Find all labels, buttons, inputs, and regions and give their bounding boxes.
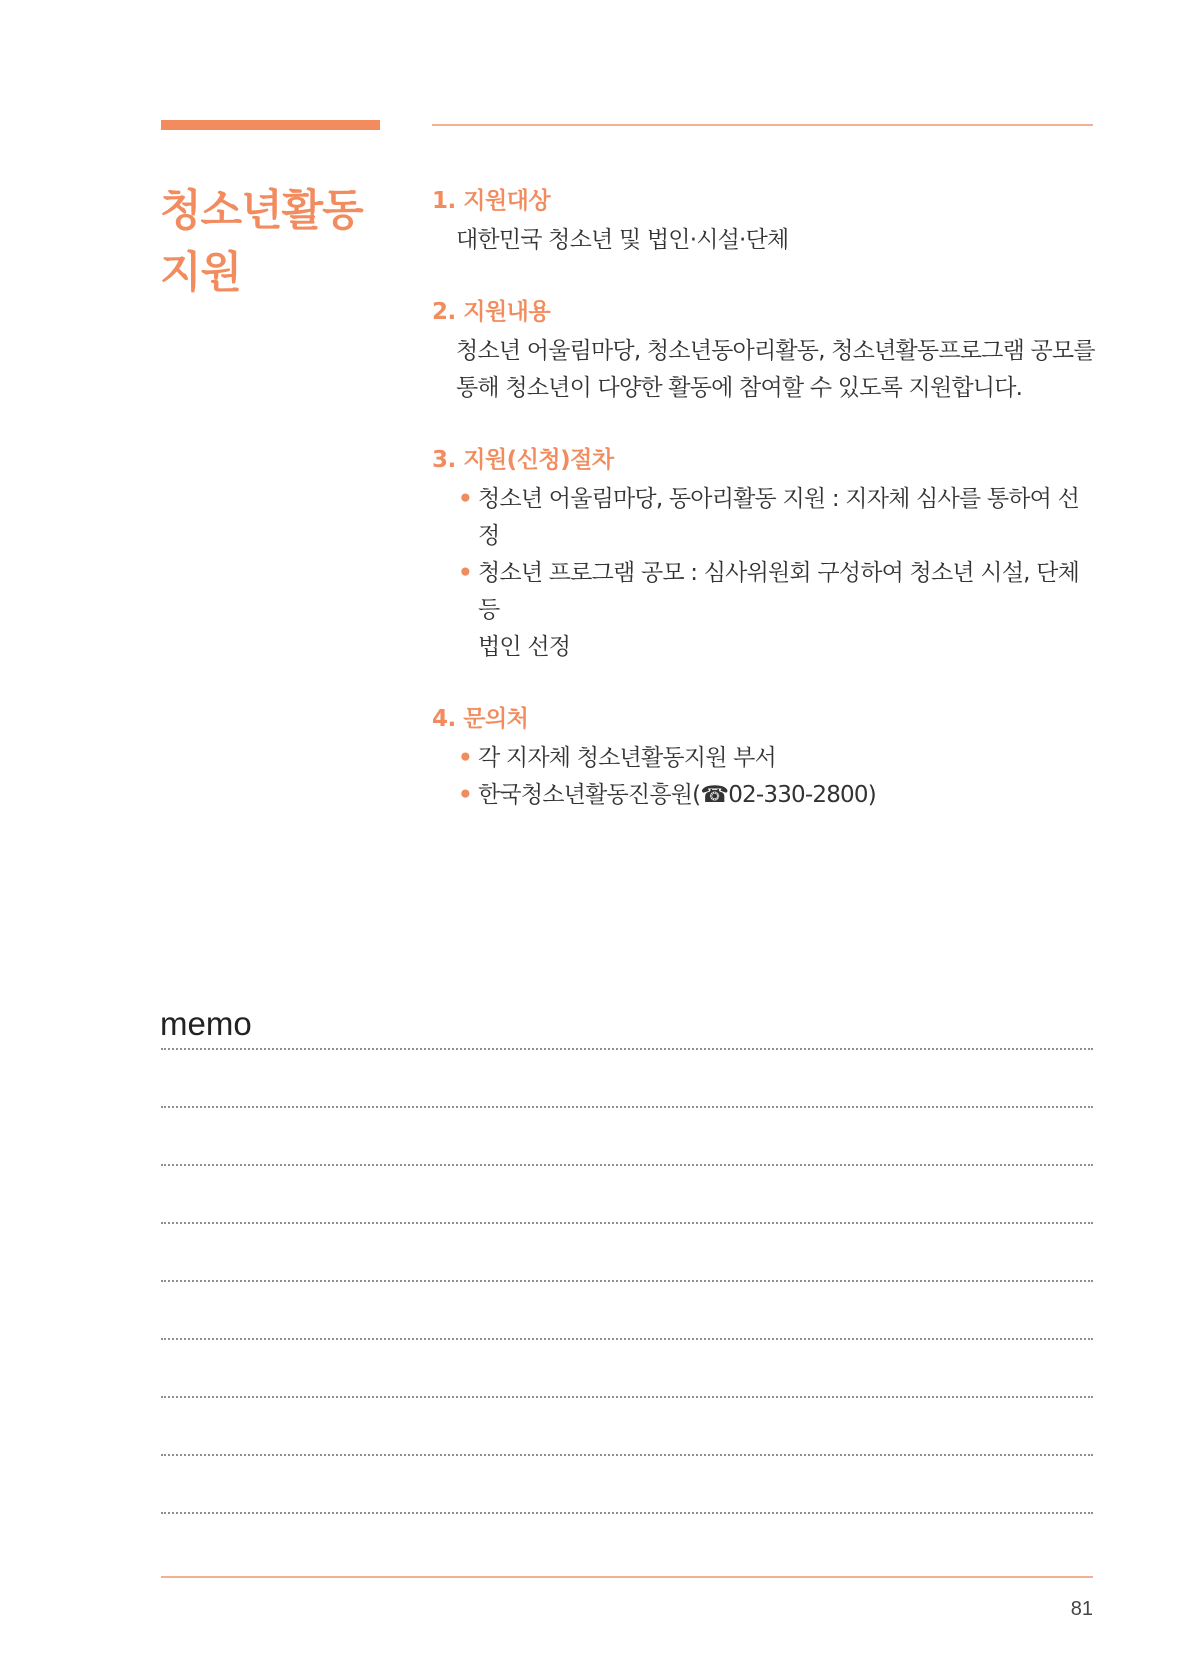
- section-text: [432, 333, 1097, 407]
- memo-line: [161, 1396, 1093, 1398]
- memo-line: [161, 1164, 1093, 1166]
- section-heading: 4. 문의처: [432, 706, 529, 732]
- list-item: [456, 777, 1097, 814]
- list-item-text: 청소년 어울림마당, 동아리활동 지원 : 지자체 심사를 통하여 선정: [478, 486, 1079, 549]
- page-title-line-1: 청소년활동: [160, 186, 363, 236]
- text-line: 청소년 어울림마당, 청소년동아리활동, 청소년활동프로그램 공모를: [456, 338, 1095, 364]
- list-item: [456, 555, 1097, 666]
- section-text: 대한민국 청소년 및 법인·시설·단체: [456, 227, 789, 253]
- memo-line: [161, 1512, 1093, 1514]
- bullet-list: [432, 481, 1097, 666]
- list-item-text: 한국청소년활동진흥원(☎02-330-2800): [478, 782, 876, 808]
- page-title-line-2: 지원: [160, 248, 242, 298]
- section-application-procedure: [432, 443, 1097, 666]
- top-divider: [432, 124, 1093, 126]
- list-item: [456, 740, 1097, 777]
- section-heading: 3. 지원(신청)절차: [432, 447, 614, 473]
- section-support-content: [432, 295, 1097, 407]
- list-item: [456, 481, 1097, 555]
- memo-line: [161, 1280, 1093, 1282]
- memo-line: [161, 1222, 1093, 1224]
- memo-line: [161, 1048, 1093, 1050]
- memo-line: [161, 1454, 1093, 1456]
- bullet-icon: •: [458, 782, 472, 808]
- bullet-icon: •: [458, 486, 472, 512]
- memo-line: [161, 1338, 1093, 1340]
- bullet-list: [432, 740, 1097, 814]
- bottom-divider: [161, 1576, 1093, 1578]
- section-contact: [432, 702, 1097, 814]
- section-heading: 2. 지원내용: [432, 299, 551, 325]
- list-item-text: 법인 선정: [478, 634, 571, 660]
- title-accent-bar: [161, 120, 380, 130]
- bullet-icon: •: [458, 745, 472, 771]
- list-item-text: 청소년 프로그램 공모 : 심사위원회 구성하여 청소년 시설, 단체 등: [478, 560, 1079, 623]
- content-area: [432, 184, 1097, 850]
- section-eligibility: [432, 184, 1097, 259]
- memo-line: [161, 1106, 1093, 1108]
- bullet-icon: •: [458, 560, 472, 586]
- section-heading: 1. 지원대상: [432, 188, 551, 214]
- memo-label: memo: [160, 1005, 252, 1042]
- page-number: 81: [1070, 1598, 1093, 1620]
- page-title: [160, 180, 400, 304]
- text-line: 통해 청소년이 다양한 활동에 참여할 수 있도록 지원합니다.: [456, 375, 1023, 401]
- list-item-text: 각 지자체 청소년활동지원 부서: [478, 745, 776, 771]
